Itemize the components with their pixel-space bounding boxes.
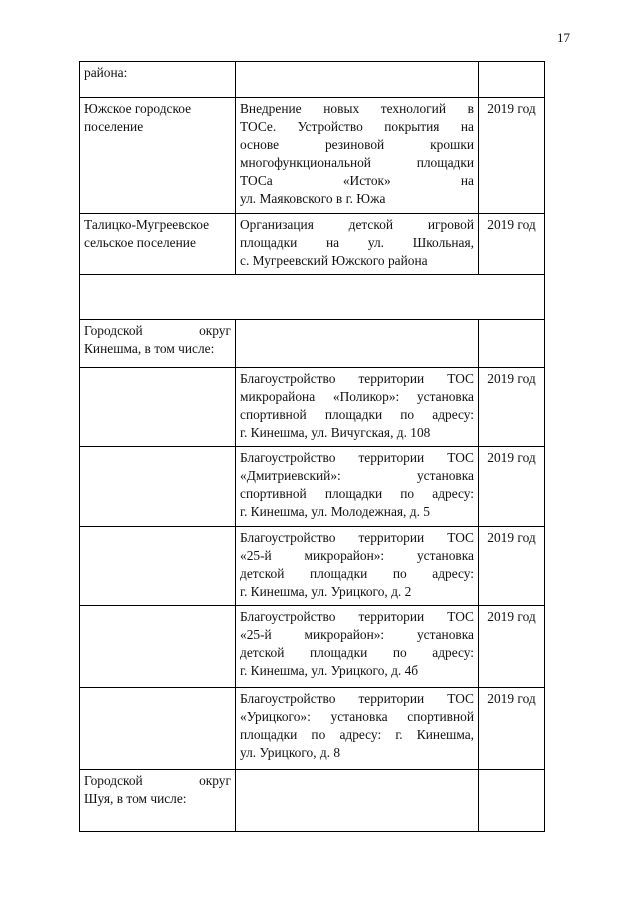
activity-cell [236,770,479,832]
cell-line: Шуя, в том числе: [84,791,187,806]
cell-line: г. Кинешма, ул. Молодежная, д. 5 [240,504,430,519]
year-cell: 2019 год [479,527,545,606]
table-row [80,320,545,368]
municipality-cell [80,368,236,447]
cell-line: г. Кинешма, ул. Вичугская, д. 108 [240,425,431,440]
cell-line: поселение [84,119,144,134]
table-row [80,214,545,275]
section-heading [80,275,545,320]
municipality-cell [80,770,236,832]
activity-cell [236,98,479,214]
cell-line: Кинешма, в том числе: [84,341,215,356]
cell-line: детской площадки по адресу: [240,645,474,660]
cell-line: ТОСе. Устройство покрытия на [240,119,474,134]
table-row [80,447,545,527]
activity-cell [236,447,479,527]
cell-line: Организация детской игровой [240,217,474,232]
cell-line: Благоустройство территории ТОС [240,530,474,545]
cell-line: «25-й микрорайон»: установка [240,548,474,563]
municipality-cell [80,688,236,770]
cell-line: основе резиновой крошки [240,137,474,152]
municipality-cell [80,320,236,368]
cell-line: площадки по адресу: г. Кинешма, [240,727,474,742]
table-row [80,368,545,447]
table-row [80,688,545,770]
cell-line: с. Мугреевский Южского района [240,253,428,268]
cell-line: «25-й микрорайон»: установка [240,627,474,642]
activity-cell [236,606,479,688]
cell-line: ул. Урицкого, д. 8 [240,745,341,760]
cell-line: Талицко-Мугреевское [84,217,210,232]
cell-line: микрорайона «Поликор»: установка [240,389,474,404]
cell-line: «Дмитриевский»: установка [240,468,474,483]
section-header-row [80,275,545,320]
activity-cell [236,214,479,275]
municipality-cell [80,447,236,527]
table-row [80,606,545,688]
page-number: 17 [557,30,570,45]
cell-line: многофункциональной площадки [240,155,474,170]
cell-line: спортивной площадки по адресу: [240,407,474,422]
activity-cell [236,527,479,606]
table-row [80,527,545,606]
activity-cell [236,62,479,98]
cell-line: сельское поселение [84,235,196,250]
activity-cell [236,688,479,770]
municipality-cell [80,527,236,606]
activity-cell [236,320,479,368]
cell-line: Городской округ [84,773,231,788]
cell-line: площадки на ул. Школьная, [240,235,474,250]
year-cell [479,770,545,832]
year-cell: 2019 год [479,98,545,214]
cell-text: района: [84,65,128,80]
year-cell [479,320,545,368]
program-table [79,61,545,832]
cell-line: Благоустройство территории ТОС [240,609,474,624]
municipality-cell [80,214,236,275]
cell-line: ул. Маяковского в г. Южа [240,191,386,206]
cell-line: г. Кинешма, ул. Урицкого, д. 4б [240,663,419,678]
table-row [80,98,545,214]
activity-cell [236,368,479,447]
cell-line: Южское городское [84,101,192,116]
municipality-cell [80,62,236,98]
year-cell: 2019 год [479,214,545,275]
cell-line: «Урицкого»: установка спортивной [240,709,474,724]
table-row [80,62,545,98]
cell-line: Внедрение новых технологий в [240,101,474,116]
cell-line: Городской округ [84,323,231,338]
year-cell: 2019 год [479,688,545,770]
cell-line: спортивной площадки по адресу: [240,486,474,501]
cell-line: детской площадки по адресу: [240,566,474,581]
cell-line: г. Кинешма, ул. Урицкого, д. 2 [240,584,412,599]
table-row [80,770,545,832]
municipality-cell [80,98,236,214]
cell-line: Благоустройство территории ТОС [240,691,474,706]
year-cell: 2019 год [479,606,545,688]
cell-line: ТОСа «Исток» на [240,173,474,188]
cell-line: Благоустройство территории ТОС [240,371,474,386]
year-cell [479,62,545,98]
municipality-cell [80,606,236,688]
year-cell: 2019 год [479,447,545,527]
year-cell: 2019 год [479,368,545,447]
cell-line: Благоустройство территории ТОС [240,450,474,465]
